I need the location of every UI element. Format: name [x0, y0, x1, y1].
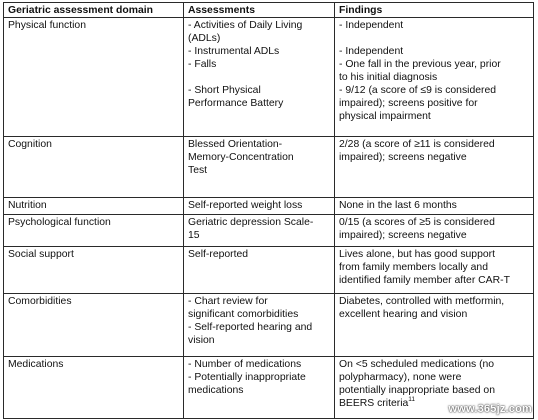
- assessments-cell: [184, 247, 335, 294]
- domain-text: Medications: [8, 359, 64, 370]
- finding-line: to his initial diagnosis: [339, 72, 438, 83]
- domain-cell: [4, 247, 184, 294]
- finding-line: - 9/12 (a score of ≤9 is considered: [339, 85, 497, 96]
- assessments-cell: [184, 215, 335, 247]
- assessment-line: - Self-reported hearing and: [188, 322, 313, 333]
- domain-cell: [4, 357, 184, 419]
- assessment-line: Self-reported weight loss: [188, 200, 303, 211]
- table-row: [4, 137, 534, 198]
- findings-cell: [335, 247, 534, 294]
- finding-line: identified family member after CAR-T: [339, 275, 510, 286]
- finding-line: [339, 32, 530, 45]
- finding-line: excellent hearing and vision: [339, 309, 468, 320]
- finding-line: Lives alone, but has good support: [339, 249, 495, 260]
- geriatric-assessment-table: [3, 2, 534, 419]
- table-row: [4, 18, 534, 137]
- assessment-line: Blessed Orientation-: [188, 139, 283, 150]
- domain-text: Cognition: [8, 139, 52, 150]
- domain-text: Nutrition: [8, 200, 47, 211]
- assessment-line: 15: [188, 230, 200, 241]
- findings-cell: [335, 198, 534, 215]
- finding-line: 0/15 (a scores of ≥5 is considered: [339, 217, 495, 228]
- findings-cell: [335, 294, 534, 357]
- assessment-line: - Falls: [188, 59, 217, 70]
- table-row: [4, 198, 534, 215]
- assessment-line: Self-reported: [188, 249, 249, 260]
- assessments-cell: [184, 294, 335, 357]
- table-header-row: [4, 3, 534, 18]
- domain-text: Physical function: [8, 20, 86, 31]
- finding-line: polypharmacy), none were: [339, 372, 462, 383]
- watermark: www.365jz.com: [448, 403, 532, 415]
- finding-line: impaired); screens positive for: [339, 98, 478, 109]
- assessments-cell: [184, 18, 335, 137]
- assessment-line: - Number of medications: [188, 359, 302, 370]
- table-row: [4, 294, 534, 357]
- findings-cell: [335, 137, 534, 198]
- domain-text: Psychological function: [8, 217, 111, 228]
- finding-line: Diabetes, controlled with metformin,: [339, 296, 505, 307]
- header-domain: Geriatric assessment domain: [4, 3, 184, 18]
- assessment-line: Test: [188, 165, 208, 176]
- finding-line: BEERS criteria: [339, 398, 409, 409]
- assessment-line: Performance Battery: [188, 98, 284, 109]
- assessment-line: vision: [188, 335, 215, 346]
- assessment-line: (ADLs): [188, 33, 221, 44]
- assessment-line: - Potentially inappropriate: [188, 372, 306, 383]
- finding-line: impaired); screens negative: [339, 230, 467, 241]
- assessment-line: - Activities of Daily Living: [188, 20, 303, 31]
- finding-line: 2/28 (a score of ≥11 is considered: [339, 139, 495, 150]
- finding-line: None in the last 6 months: [339, 200, 457, 211]
- assessment-line: [188, 71, 331, 84]
- finding-line: physical impairment: [339, 111, 431, 122]
- header-assessments: Assessments: [184, 3, 335, 18]
- domain-text: Comorbidities: [8, 296, 72, 307]
- finding-line: - Independent: [339, 20, 404, 31]
- findings-cell: [335, 215, 534, 247]
- assessments-cell: [184, 137, 335, 198]
- domain-cell: [4, 18, 184, 137]
- domain-cell: [4, 137, 184, 198]
- assessment-line: - Chart review for: [188, 296, 268, 307]
- finding-line: impaired); screens negative: [339, 152, 467, 163]
- finding-line: - Independent: [339, 46, 404, 57]
- assessment-line: significant comorbidities: [188, 309, 299, 320]
- table-row: [4, 247, 534, 294]
- assessment-line: - Short Physical: [188, 85, 261, 96]
- assessment-line: Geriatric depression Scale-: [188, 217, 314, 228]
- assessments-cell: [184, 198, 335, 215]
- assessments-cell: [184, 357, 335, 419]
- assessment-line: medications: [188, 385, 244, 396]
- finding-line: potentially inappropriate based on: [339, 385, 495, 396]
- assessment-line: Memory-Concentration: [188, 152, 294, 163]
- citation-superscript: 11: [408, 396, 416, 403]
- domain-cell: [4, 198, 184, 215]
- domain-cell: [4, 294, 184, 357]
- table-row: [4, 215, 534, 247]
- header-findings: Findings: [335, 3, 534, 18]
- findings-cell: [335, 18, 534, 137]
- assessment-line: - Instrumental ADLs: [188, 46, 280, 57]
- finding-line: from family members locally and: [339, 262, 488, 273]
- finding-line: - One fall in the previous year, prior: [339, 59, 501, 70]
- domain-text: Social support: [8, 249, 74, 260]
- domain-cell: [4, 215, 184, 247]
- finding-line: On <5 scheduled medications (no: [339, 359, 495, 370]
